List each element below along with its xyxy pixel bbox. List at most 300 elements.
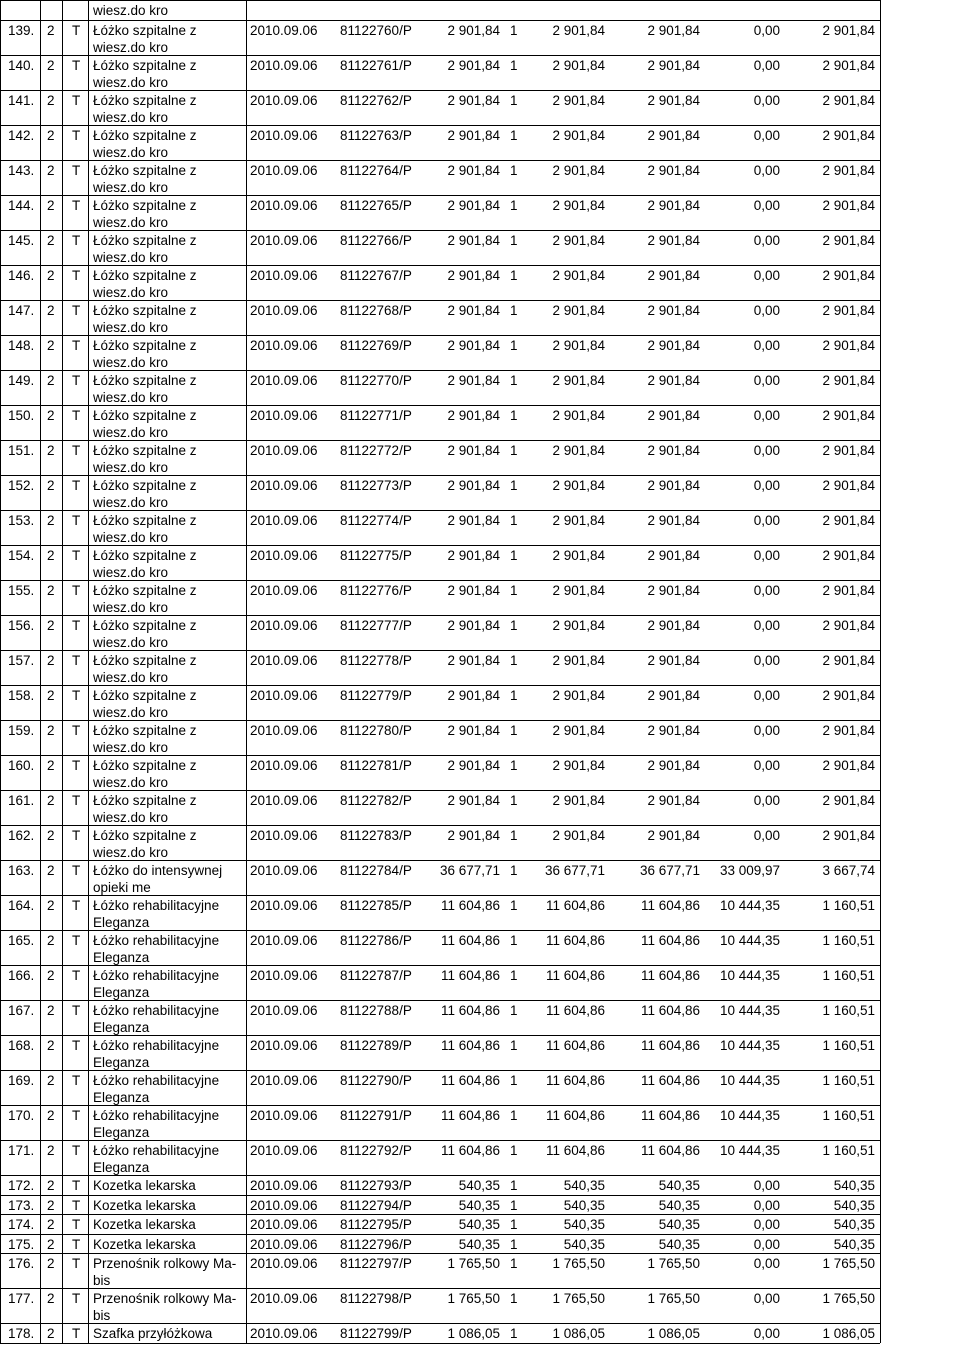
total-value: 11 604,86 xyxy=(545,968,605,983)
table-row xyxy=(0,195,960,230)
initial-value: 11 604,86 xyxy=(640,933,700,948)
group-code: 2 xyxy=(47,583,55,598)
item-name-continued: Eleganza xyxy=(93,1160,150,1175)
type-code: T xyxy=(72,1236,81,1252)
unit-price: 11 604,86 xyxy=(440,898,500,913)
quantity: 1 xyxy=(510,128,518,143)
group-code: 2 xyxy=(47,23,55,38)
item-name: Łóżko rehabilitacyjne xyxy=(93,1073,220,1088)
row-divider xyxy=(0,440,880,441)
row-divider xyxy=(0,1234,880,1235)
row-divider xyxy=(0,825,880,826)
item-name-continued: bis xyxy=(93,1273,111,1288)
total-value: 2 901,84 xyxy=(552,408,605,423)
quantity: 1 xyxy=(510,1003,518,1018)
row-number: 169. xyxy=(8,1073,35,1088)
item-name: Kozetka lekarska xyxy=(93,1236,196,1252)
type-code: T xyxy=(72,58,81,73)
table-row xyxy=(0,650,960,685)
quantity: 1 xyxy=(510,968,518,983)
type-code: T xyxy=(72,618,81,633)
inventory-number: 81122788/P xyxy=(340,1003,412,1018)
table-row xyxy=(0,1175,960,1195)
acquisition-date: 2010.09.06 xyxy=(250,93,318,108)
item-name-continued: wiesz.do kro xyxy=(93,740,169,755)
amortization: 10 444,35 xyxy=(719,1038,780,1053)
item-name: Łóżko szpitalne z xyxy=(93,828,197,843)
amortization: 0,00 xyxy=(753,618,780,633)
inventory-number: 81122782/P xyxy=(340,793,412,808)
inventory-number: 81122787/P xyxy=(340,968,412,983)
group-code: 2 xyxy=(47,1003,55,1018)
acquisition-date: 2010.09.06 xyxy=(250,828,318,843)
table-row xyxy=(0,1323,960,1343)
inventory-number: 81122770/P xyxy=(340,373,412,388)
acquisition-date: 2010.09.06 xyxy=(250,1291,318,1306)
item-name-continued: Eleganza xyxy=(93,1055,150,1070)
item-name: Łóżko szpitalne z xyxy=(93,93,197,108)
table-row xyxy=(0,1140,960,1175)
group-code: 2 xyxy=(47,1256,55,1271)
quantity: 1 xyxy=(510,898,518,913)
quantity: 1 xyxy=(510,1108,518,1123)
amortization: 0,00 xyxy=(753,723,780,738)
inventory-number: 81122786/P xyxy=(340,933,412,948)
item-name-continued: Eleganza xyxy=(93,1125,150,1140)
row-number: 150. xyxy=(8,408,35,423)
total-value: 1 765,50 xyxy=(552,1256,605,1271)
group-code: 2 xyxy=(47,268,55,283)
net-value: 1 160,51 xyxy=(822,933,875,948)
initial-value: 2 901,84 xyxy=(647,268,700,283)
row-divider xyxy=(0,1195,880,1196)
initial-value: 2 901,84 xyxy=(647,93,700,108)
type-code: T xyxy=(72,1217,81,1232)
quantity: 1 xyxy=(510,163,518,178)
group-code: 2 xyxy=(47,828,55,843)
amortization: 0,00 xyxy=(753,478,780,493)
quantity: 1 xyxy=(510,58,518,73)
amortization: 0,00 xyxy=(753,1178,780,1193)
table-row xyxy=(0,265,960,300)
total-value: 2 901,84 xyxy=(552,653,605,668)
acquisition-date: 2010.09.06 xyxy=(250,723,318,738)
amortization: 0,00 xyxy=(753,373,780,388)
item-name-continued: wiesz.do kro xyxy=(93,285,169,300)
item-name-continued: opieki me xyxy=(93,880,151,895)
row-number: 142. xyxy=(8,128,35,143)
row-divider xyxy=(0,755,880,756)
net-value: 2 901,84 xyxy=(822,478,875,493)
item-name-continued: wiesz.do kro xyxy=(93,530,169,545)
amortization: 0,00 xyxy=(753,23,780,38)
acquisition-date: 2010.09.06 xyxy=(250,898,318,913)
total-value: 2 901,84 xyxy=(552,618,605,633)
table-row xyxy=(0,300,960,335)
total-value: 2 901,84 xyxy=(552,93,605,108)
item-name: Łóżko szpitalne z xyxy=(93,303,197,318)
inventory-number: 81122791/P xyxy=(340,1108,412,1123)
amortization: 0,00 xyxy=(753,828,780,843)
initial-value: 2 901,84 xyxy=(647,408,700,423)
initial-value: 11 604,86 xyxy=(640,1108,700,1123)
total-value: 540,35 xyxy=(563,1236,605,1252)
unit-price: 2 901,84 xyxy=(447,268,500,283)
unit-price: 2 901,84 xyxy=(447,338,500,353)
net-value: 2 901,84 xyxy=(822,583,875,598)
initial-value: 2 901,84 xyxy=(647,233,700,248)
amortization: 0,00 xyxy=(753,548,780,563)
net-value: 2 901,84 xyxy=(822,548,875,563)
item-name: Łóżko szpitalne z xyxy=(93,478,197,493)
row-divider xyxy=(0,1288,880,1289)
initial-value: 2 901,84 xyxy=(647,128,700,143)
item-name-continued: wiesz.do kro xyxy=(93,110,169,125)
unit-price: 2 901,84 xyxy=(447,478,500,493)
item-name-continued: wiesz.do kro xyxy=(93,810,169,825)
row-divider xyxy=(0,1175,880,1176)
inventory-number: 81122768/P xyxy=(340,303,412,318)
unit-price: 2 901,84 xyxy=(447,513,500,528)
quantity: 1 xyxy=(510,443,518,458)
row-divider xyxy=(0,545,880,546)
acquisition-date: 2010.09.06 xyxy=(250,233,318,248)
unit-price: 11 604,86 xyxy=(440,1143,500,1158)
row-number: 147. xyxy=(8,303,35,318)
row-number: 159. xyxy=(8,723,35,738)
group-code: 2 xyxy=(47,618,55,633)
acquisition-date: 2010.09.06 xyxy=(250,408,318,423)
amortization: 0,00 xyxy=(753,793,780,808)
total-value: 11 604,86 xyxy=(545,933,605,948)
item-name: Łóżko szpitalne z xyxy=(93,23,197,38)
quantity: 1 xyxy=(510,23,518,38)
unit-price: 1 765,50 xyxy=(447,1291,500,1306)
group-code: 2 xyxy=(47,1073,55,1088)
row-divider xyxy=(0,510,880,511)
inventory-number: 81122796/P xyxy=(340,1236,412,1252)
item-name-continued: wiesz.do kro xyxy=(93,320,169,335)
amortization: 0,00 xyxy=(753,1291,780,1306)
unit-price: 2 901,84 xyxy=(447,653,500,668)
quantity: 1 xyxy=(510,1178,518,1193)
row-divider xyxy=(0,265,880,266)
initial-value: 11 604,86 xyxy=(640,898,700,913)
type-code: T xyxy=(72,758,81,773)
quantity: 1 xyxy=(510,233,518,248)
net-value: 2 901,84 xyxy=(822,128,875,143)
total-value: 36 677,71 xyxy=(544,863,605,878)
acquisition-date: 2010.09.06 xyxy=(250,863,318,878)
item-name: Łóżko szpitalne z xyxy=(93,548,197,563)
acquisition-date: 2010.09.06 xyxy=(250,1217,318,1232)
unit-price: 2 901,84 xyxy=(447,373,500,388)
item-name-continued: Eleganza xyxy=(93,1020,150,1035)
acquisition-date: 2010.09.06 xyxy=(250,933,318,948)
unit-price: 11 604,86 xyxy=(440,933,500,948)
type-code: T xyxy=(72,93,81,108)
total-value: 2 901,84 xyxy=(552,128,605,143)
group-code: 2 xyxy=(47,478,55,493)
item-name-continued: wiesz.do kro xyxy=(93,390,169,405)
net-value: 2 901,84 xyxy=(822,23,875,38)
net-value: 1 765,50 xyxy=(822,1256,875,1271)
row-number: 158. xyxy=(8,688,35,703)
group-code: 2 xyxy=(47,1236,55,1252)
row-divider xyxy=(0,20,880,21)
type-code: T xyxy=(72,128,81,143)
acquisition-date: 2010.09.06 xyxy=(250,163,318,178)
total-value: 2 901,84 xyxy=(552,513,605,528)
row-divider xyxy=(0,720,880,721)
item-name: Łóżko szpitalne z xyxy=(93,338,197,353)
row-divider xyxy=(0,1214,880,1215)
initial-value: 1 086,05 xyxy=(647,1326,700,1341)
initial-value: 2 901,84 xyxy=(647,653,700,668)
type-code: T xyxy=(72,1291,81,1306)
initial-value: 2 901,84 xyxy=(647,198,700,213)
table-row xyxy=(0,755,960,790)
row-number: 165. xyxy=(8,933,35,948)
initial-value: 540,35 xyxy=(658,1178,700,1193)
group-code: 2 xyxy=(47,1143,55,1158)
net-value: 540,35 xyxy=(833,1197,875,1213)
unit-price: 2 901,84 xyxy=(447,93,500,108)
unit-price: 2 901,84 xyxy=(447,583,500,598)
initial-value: 11 604,86 xyxy=(640,1073,700,1088)
type-code: T xyxy=(72,723,81,738)
net-value: 2 901,84 xyxy=(822,268,875,283)
quantity: 1 xyxy=(510,1073,518,1088)
row-divider xyxy=(0,1105,880,1106)
acquisition-date: 2010.09.06 xyxy=(250,548,318,563)
inventory-number: 81122762/P xyxy=(340,93,412,108)
total-value: 2 901,84 xyxy=(552,58,605,73)
unit-price: 2 901,84 xyxy=(447,758,500,773)
table-row xyxy=(0,580,960,615)
quantity: 1 xyxy=(510,1217,518,1232)
row-divider xyxy=(0,860,880,861)
row-divider xyxy=(0,475,880,476)
initial-value: 36 677,71 xyxy=(639,863,700,878)
unit-price: 2 901,84 xyxy=(447,793,500,808)
table-row xyxy=(0,930,960,965)
type-code: T xyxy=(72,1178,81,1193)
net-value: 1 160,51 xyxy=(822,898,875,913)
net-value: 2 901,84 xyxy=(822,373,875,388)
type-code: T xyxy=(72,408,81,423)
amortization: 0,00 xyxy=(753,268,780,283)
inventory-number: 81122797/P xyxy=(340,1256,412,1271)
total-value: 1 765,50 xyxy=(552,1291,605,1306)
initial-value: 2 901,84 xyxy=(647,688,700,703)
inventory-number: 81122772/P xyxy=(340,443,412,458)
item-name: Przenośnik rolkowy Ma- xyxy=(93,1256,237,1271)
amortization: 0,00 xyxy=(753,303,780,318)
item-name-continued: wiesz.do kro xyxy=(93,495,169,510)
table-row xyxy=(0,510,960,545)
quantity: 1 xyxy=(510,1197,518,1213)
row-number: 172. xyxy=(8,1178,35,1193)
row-number: 161. xyxy=(8,793,35,808)
net-value: 2 901,84 xyxy=(822,233,875,248)
item-name: Łóżko rehabilitacyjne xyxy=(93,1143,220,1158)
quantity: 1 xyxy=(510,1236,518,1252)
item-name-continued: wiesz.do kro xyxy=(93,215,169,230)
acquisition-date: 2010.09.06 xyxy=(250,513,318,528)
row-number: 176. xyxy=(8,1256,35,1271)
table-row xyxy=(0,1214,960,1234)
amortization: 0,00 xyxy=(753,163,780,178)
total-value: 11 604,86 xyxy=(545,1073,605,1088)
amortization: 0,00 xyxy=(753,653,780,668)
type-code: T xyxy=(72,1197,81,1213)
top-fragment-row xyxy=(0,0,960,20)
row-divider xyxy=(0,1140,880,1141)
total-value: 540,35 xyxy=(563,1217,605,1232)
amortization: 0,00 xyxy=(753,233,780,248)
item-name-continued: Eleganza xyxy=(93,950,150,965)
total-value: 2 901,84 xyxy=(552,443,605,458)
total-value: 2 901,84 xyxy=(552,373,605,388)
net-value: 2 901,84 xyxy=(822,443,875,458)
acquisition-date: 2010.09.06 xyxy=(250,1236,318,1252)
type-code: T xyxy=(72,793,81,808)
amortization: 0,00 xyxy=(753,758,780,773)
item-name-continued: wiesz.do kro xyxy=(93,460,169,475)
column-divider xyxy=(88,0,89,1343)
item-name: Kozetka lekarska xyxy=(93,1197,196,1213)
unit-price: 1 765,50 xyxy=(447,1256,500,1271)
quantity: 1 xyxy=(510,198,518,213)
row-divider xyxy=(0,1035,880,1036)
type-code: T xyxy=(72,1073,81,1088)
group-code: 2 xyxy=(47,863,55,878)
total-value: 2 901,84 xyxy=(552,793,605,808)
total-value: 1 086,05 xyxy=(552,1326,605,1341)
group-code: 2 xyxy=(47,373,55,388)
group-code: 2 xyxy=(47,513,55,528)
type-code: T xyxy=(72,303,81,318)
type-code: T xyxy=(72,898,81,913)
row-number: 151. xyxy=(8,443,35,458)
total-value: 2 901,84 xyxy=(552,303,605,318)
inventory-number: 81122771/P xyxy=(340,408,412,423)
inventory-number: 81122795/P xyxy=(340,1217,412,1232)
group-code: 2 xyxy=(47,1291,55,1306)
table-row xyxy=(0,405,960,440)
type-code: T xyxy=(72,1108,81,1123)
type-code: T xyxy=(72,373,81,388)
unit-price: 540,35 xyxy=(458,1197,500,1213)
initial-value: 2 901,84 xyxy=(647,513,700,528)
item-name-continued: wiesz.do kro xyxy=(93,75,169,90)
unit-price: 2 901,84 xyxy=(447,23,500,38)
item-name-continued: wiesz.do kro xyxy=(93,845,169,860)
initial-value: 2 901,84 xyxy=(647,758,700,773)
item-name-continued: wiesz.do kro xyxy=(93,600,169,615)
table-row xyxy=(0,1234,960,1254)
type-code: T xyxy=(72,1326,81,1341)
row-number: 148. xyxy=(8,338,35,353)
row-divider xyxy=(0,1323,880,1324)
group-code: 2 xyxy=(47,723,55,738)
acquisition-date: 2010.09.06 xyxy=(250,1003,318,1018)
quantity: 1 xyxy=(510,1291,518,1306)
net-value: 2 901,84 xyxy=(822,513,875,528)
row-divider xyxy=(0,580,880,581)
initial-value: 2 901,84 xyxy=(647,58,700,73)
table-row xyxy=(0,1000,960,1035)
item-name: Łóżko szpitalne z xyxy=(93,688,197,703)
type-code: T xyxy=(72,478,81,493)
acquisition-date: 2010.09.06 xyxy=(250,128,318,143)
initial-value: 1 765,50 xyxy=(647,1256,700,1271)
item-name: Szafka przyłóżkowa xyxy=(93,1326,213,1341)
row-divider xyxy=(0,370,880,371)
group-code: 2 xyxy=(47,163,55,178)
group-code: 2 xyxy=(47,933,55,948)
table-row xyxy=(0,965,960,1000)
type-code: T xyxy=(72,268,81,283)
column-divider xyxy=(246,0,247,1343)
initial-value: 2 901,84 xyxy=(647,23,700,38)
net-value: 3 667,74 xyxy=(822,863,875,878)
amortization: 0,00 xyxy=(753,58,780,73)
group-code: 2 xyxy=(47,1326,55,1341)
initial-value: 11 604,86 xyxy=(640,1003,700,1018)
top-fragment-text: wiesz.do kro xyxy=(93,3,169,18)
total-value: 2 901,84 xyxy=(552,723,605,738)
row-number: 146. xyxy=(8,268,35,283)
amortization: 0,00 xyxy=(753,688,780,703)
row-divider xyxy=(0,55,880,56)
row-divider xyxy=(0,895,880,896)
initial-value: 2 901,84 xyxy=(647,478,700,493)
row-divider xyxy=(0,965,880,966)
group-code: 2 xyxy=(47,443,55,458)
initial-value: 11 604,86 xyxy=(640,1038,700,1053)
group-code: 2 xyxy=(47,58,55,73)
item-name-continued: wiesz.do kro xyxy=(93,145,169,160)
unit-price: 11 604,86 xyxy=(440,1108,500,1123)
row-number: 164. xyxy=(8,898,35,913)
group-code: 2 xyxy=(47,758,55,773)
column-divider xyxy=(62,0,63,1343)
table-row xyxy=(0,1253,960,1288)
inventory-number: 81122779/P xyxy=(340,688,412,703)
initial-value: 2 901,84 xyxy=(647,583,700,598)
net-value: 2 901,84 xyxy=(822,653,875,668)
item-name: Łóżko szpitalne z xyxy=(93,373,197,388)
type-code: T xyxy=(72,513,81,528)
row-divider xyxy=(0,160,880,161)
acquisition-date: 2010.09.06 xyxy=(250,1073,318,1088)
type-code: T xyxy=(72,1256,81,1271)
table-row xyxy=(0,545,960,580)
group-code: 2 xyxy=(47,1108,55,1123)
unit-price: 2 901,84 xyxy=(447,198,500,213)
unit-price: 540,35 xyxy=(458,1217,500,1232)
item-name-continued: Eleganza xyxy=(93,1090,150,1105)
inventory-number: 81122764/P xyxy=(340,163,412,178)
row-number: 175. xyxy=(8,1236,35,1252)
table-row xyxy=(0,440,960,475)
inventory-number: 81122760/P xyxy=(340,23,412,38)
row-number: 157. xyxy=(8,653,35,668)
acquisition-date: 2010.09.06 xyxy=(250,618,318,633)
table-row xyxy=(0,55,960,90)
